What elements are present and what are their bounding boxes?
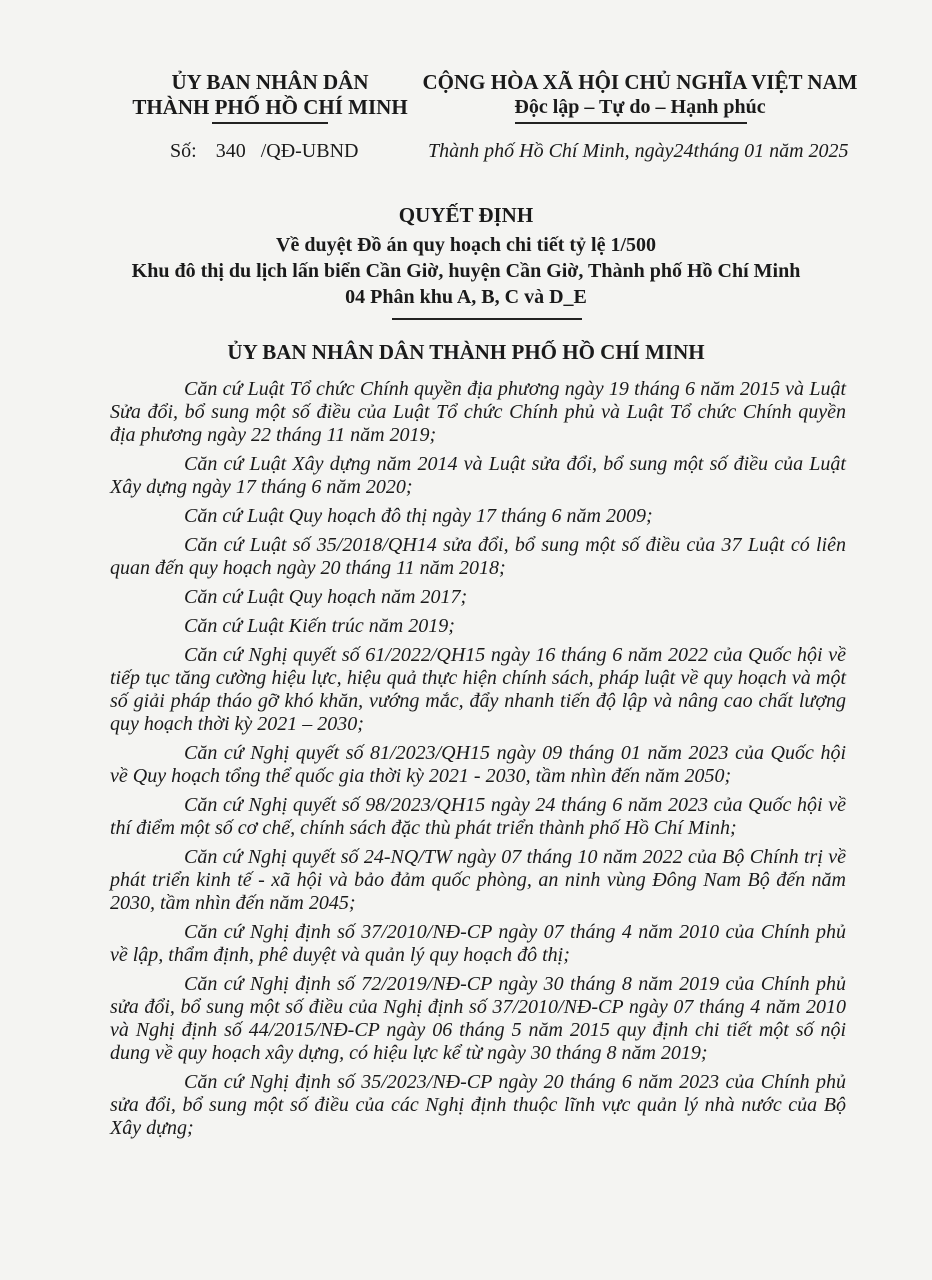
basis-paragraph: Căn cứ Luật Tổ chức Chính quyền địa phương ngày 19 tháng 6 năm 2015 và Luật Sửa đổi, bổ sung một số điều của Luật Tổ chức Chính phủ và Luật Tổ chức Chính quyền địa phương ngày 22 tháng 11 năm 2019; (110, 378, 846, 446)
number-label: Số: (170, 140, 197, 162)
basis-paragraph: Căn cứ Nghị định số 72/2019/NĐ-CP ngày 30 tháng 8 năm 2019 của Chính phủ sửa đổi, bổ sung một số điều của Nghị định số 37/2010/NĐ-CP ngày 07 tháng 4 năm 2010 và Nghị định số 44/2015/NĐ-CP ngày 06 tháng 5 năm 2015 quy định chi tiết một số nội dung về quy hoạch xây dựng, có hiệu lực kể từ ngày 30 tháng 8 năm 2019; (110, 973, 846, 1064)
issuer-heading: ỦY BAN NHÂN DÂN THÀNH PHỐ HỒ CHÍ MINH (227, 340, 705, 364)
issuing-authority (120, 70, 420, 120)
basis-paragraph: Căn cứ Luật Quy hoạch đô thị ngày 17 tháng 6 năm 2009; (184, 505, 653, 527)
number-suffix: /QĐ-UBND (260, 140, 359, 162)
basis-paragraph: Căn cứ Nghị định số 37/2010/NĐ-CP ngày 07 tháng 4 năm 2010 của Chính phủ về lập, thẩm định, phê duyệt và quản lý quy hoạch đô thị; (110, 921, 846, 966)
authority-line-2: THÀNH PHỐ HỒ CHÍ MINH (132, 95, 408, 119)
national-motto: Độc lập – Tự do – Hạnh phúc (514, 96, 766, 118)
title-line-2: Khu đô thị du lịch lấn biển Cần Giờ, huyện Cần Giờ, Thành phố Hồ Chí Minh (131, 260, 801, 282)
basis-paragraph: Căn cứ Nghị quyết số 81/2023/QH15 ngày 09 tháng 01 năm 2023 của Quốc hội về Quy hoạch tổng thể quốc gia thời kỳ 2021 - 2030, tầm nhìn đến năm 2050; (110, 742, 846, 787)
basis-paragraph: Căn cứ Nghị quyết số 24-NQ/TW ngày 07 tháng 10 năm 2022 của Bộ Chính trị về phát triển kinh tế - xã hội và bảo đảm quốc phòng, an ninh vùng Đông Nam Bộ đến năm 2030, tầm nhìn đến năm 2045; (110, 846, 846, 914)
authority-underline (212, 122, 328, 124)
basis-paragraph: Căn cứ Luật số 35/2018/QH14 sửa đổi, bổ sung một số điều của 37 Luật có liên quan đến quy hoạch ngày 20 tháng 11 năm 2018; (110, 534, 846, 579)
title-line-1: Về duyệt Đồ án quy hoạch chi tiết tỷ lệ 1/500 (276, 234, 656, 256)
motto-underline (515, 122, 747, 124)
document-type: QUYẾT ĐỊNH (398, 203, 534, 227)
basis-paragraph: Căn cứ Luật Kiến trúc năm 2019; (184, 615, 455, 637)
national-header (405, 70, 875, 120)
nation-name: CỘNG HÒA XÃ HỘI CHỦ NGHĨA VIỆT NAM (422, 70, 858, 94)
basis-paragraph: Căn cứ Nghị định số 35/2023/NĐ-CP ngày 20 tháng 6 năm 2023 của Chính phủ sửa đổi, bổ sung một số điều của các Nghị định thuộc lĩnh vực quản lý nhà nước của Bộ Xây dựng; (110, 1071, 846, 1139)
title-line-3: 04 Phân khu A, B, C và D_E (345, 286, 587, 308)
place-and-date: Thành phố Hồ Chí Minh, ngày24tháng 01 năm 2025 (428, 140, 849, 162)
basis-paragraph: Căn cứ Luật Xây dựng năm 2014 và Luật sửa đổi, bổ sung một số điều của Luật Xây dựng ngày 17 tháng 6 năm 2020; (110, 453, 846, 498)
legal-basis (110, 378, 846, 1146)
number-value: 340 (215, 140, 246, 162)
title-underline (392, 318, 582, 320)
basis-paragraph: Căn cứ Nghị quyết số 61/2022/QH15 ngày 16 tháng 6 năm 2022 của Quốc hội về tiếp tục tăng cường hiệu lực, hiệu quả thực hiện chính sách, pháp luật về quy hoạch và một số giải pháp tháo gỡ khó khăn, vướng mắc, đẩy nhanh tiến độ lập và nâng cao chất lượng quy hoạch thời kỳ 2021 – 2030; (110, 644, 846, 735)
document-title (100, 202, 832, 310)
document-number (170, 140, 362, 163)
basis-paragraph: Căn cứ Luật Quy hoạch năm 2017; (184, 586, 468, 608)
basis-paragraph: Căn cứ Nghị quyết số 98/2023/QH15 ngày 24 tháng 6 năm 2023 của Quốc hội về thí điểm một số cơ chế, chính sách đặc thù phát triển thành phố Hồ Chí Minh; (110, 794, 846, 839)
authority-line-1: ỦY BAN NHÂN DÂN (171, 70, 369, 94)
